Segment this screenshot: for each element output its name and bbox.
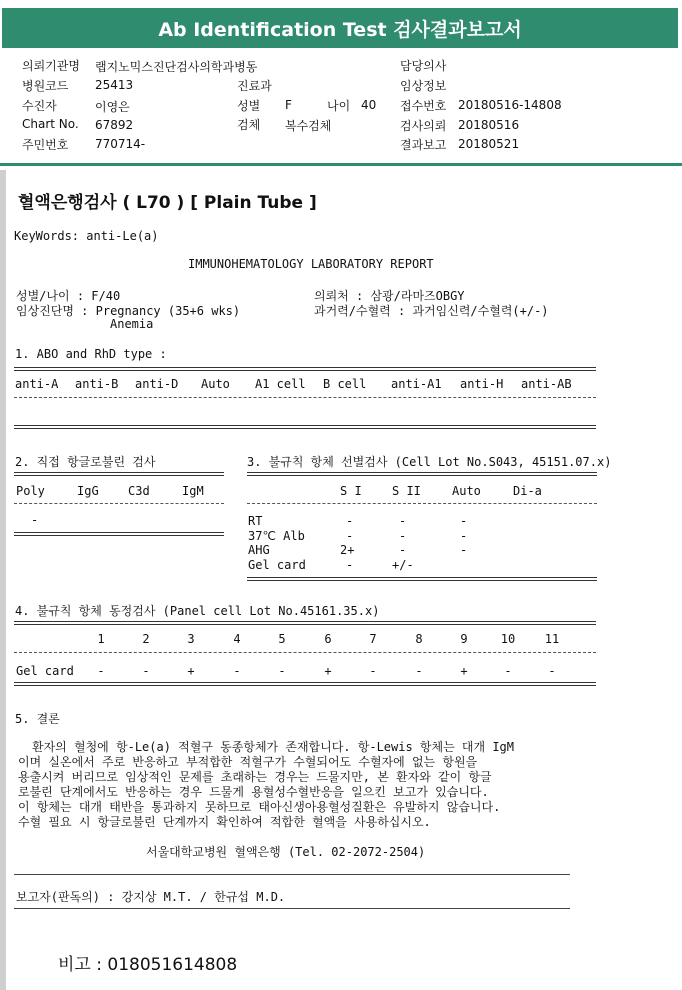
report-heading: 혈액은행검사 ( L70 ) [ Plain Tube ] [18, 193, 317, 213]
panel-cell-result: + [187, 664, 195, 678]
abo-col-anti-a1: anti-A1 [391, 377, 442, 391]
report-date-label: 결과보고 [400, 138, 447, 152]
keywords: KeyWords: anti-Le(a) [14, 229, 159, 243]
panel-cell-result: - [97, 664, 105, 678]
panel-cell-result: - [278, 664, 286, 678]
panel-mid-rule [14, 652, 596, 653]
request-date-label: 검사의뢰 [400, 119, 447, 133]
institution-label: 의뢰기관명 [22, 59, 80, 73]
resident-no-value: 770714- [95, 137, 146, 151]
screen-top-rule [247, 472, 597, 476]
screen-alb-auto: - [460, 529, 468, 543]
screen-phase-gel: Gel card [248, 558, 306, 572]
panel-top-rule [14, 621, 596, 625]
report-title: Ab Identification Test 검사결과보고서 [158, 19, 522, 41]
age-value: 40 [361, 98, 377, 112]
panel-cell-number: 2 [142, 632, 150, 646]
dat-col-poly: Poly [16, 484, 45, 498]
dat-bottom-rule [14, 532, 224, 536]
screen-col-s1: S I [340, 484, 362, 498]
screen-bottom-rule [247, 577, 597, 581]
panel-cell-number: 5 [278, 632, 286, 646]
panel-cell-result: - [369, 664, 377, 678]
panel-cell-result: - [233, 664, 241, 678]
department-label: 진료과 [237, 79, 272, 93]
panel-cell-number: 9 [460, 632, 468, 646]
dat-col-c3d: C3d [128, 484, 150, 498]
clinical-info-label: 임상정보 [400, 79, 447, 93]
panel-cell-number: 6 [324, 632, 332, 646]
patient-label: 수진자 [22, 99, 57, 113]
screen-ahg-s1: 2+ [340, 543, 355, 557]
abo-col-b-cell: B cell [323, 377, 367, 391]
screen-phase-rt: RT [248, 514, 263, 528]
conclusion-line-4: 로불린 단계에서도 반응하는 경우 드물게 용혈성수혈반응을 일으킨 보고가 있습니다. [18, 785, 489, 799]
chart-no-value: 67892 [95, 118, 134, 132]
hospital-code-value: 25413 [95, 78, 134, 92]
abo-col-anti-b: anti-B [75, 377, 119, 391]
panel-cell-number: 8 [415, 632, 423, 646]
panel-cell-result: - [415, 664, 423, 678]
abo-col-anti-h: anti-H [460, 377, 504, 391]
conclusion-title: 5. 결론 [15, 712, 60, 726]
abo-title: 1. ABO and RhD type : [15, 347, 167, 361]
report-date-value: 20180521 [458, 137, 520, 151]
panel-cell-number: 1 [97, 632, 105, 646]
conclusion-line-5: 이 항체는 대개 태반을 통과하지 못하므로 태아신생아용혈성질환은 유발하지 않습니다. [18, 800, 501, 814]
abo-col-anti-a: anti-A [15, 377, 59, 391]
screen-rt-auto: - [460, 514, 468, 528]
conclusion-line-1: 환자의 혈청에 항-Le(a) 적혈구 동종항체가 존재합니다. 항-Lewis 항체는 대개 IgM [32, 740, 515, 754]
abo-col-anti-d: anti-D [135, 377, 179, 391]
doctor-label: 담당의사 [400, 59, 447, 73]
dat-val-poly: - [31, 513, 39, 527]
screen-ahg-auto: - [460, 543, 468, 557]
panel-cell-number: 3 [187, 632, 195, 646]
screen-col-s2: S II [392, 484, 421, 498]
screen-alb-s1: - [346, 529, 354, 543]
request-date-value: 20180516 [458, 118, 520, 132]
panel-cell-result: - [548, 664, 556, 678]
header-divider [0, 163, 682, 166]
reporter-line: 보고자(판독의) : 강지상 M.T. / 한규섭 M.D. [16, 890, 286, 904]
abo-col-auto: Auto [201, 377, 230, 391]
screen-ahg-s2: - [399, 543, 407, 557]
abo-mid-rule [14, 397, 596, 398]
dat-top-rule [14, 472, 224, 476]
panel-cell-result: + [324, 664, 332, 678]
report-title-bar [2, 8, 678, 48]
history-line: 과거력/수혈력 : 과거임신력/수혈력(+/-) [314, 304, 549, 318]
panel-title: 4. 불규칙 항체 동정검사 (Panel cell Lot No.45161.35.x) [15, 604, 380, 618]
panel-cell-number: 10 [500, 632, 516, 646]
abo-col-a1-cell: A1 cell [255, 377, 306, 391]
screen-col-auto: Auto [452, 484, 481, 498]
chart-no-label: Chart No. [22, 117, 79, 131]
requester-line: 의뢰처 : 삼광/라마즈OBGY [314, 289, 465, 303]
screen-gel-s1: - [346, 558, 354, 572]
dat-mid-rule [14, 503, 224, 504]
diagnosis-line: 임상진단명 : Pregnancy (35+6 wks) [16, 304, 241, 318]
conclusion-line-2: 이며 실온에서 주로 반응하고 부적합한 적혈구가 수혈되어도 수혈자에 없는 항원을 [18, 755, 478, 769]
screen-alb-s2: - [399, 529, 407, 543]
dat-col-igm: IgM [182, 484, 204, 498]
dat-title: 2. 직접 항글로불린 검사 [15, 455, 156, 469]
screen-col-dia: Di-a [513, 484, 542, 498]
conclusion-line-6: 수혈 필요 시 항글로불린 단계까지 확인하여 적합한 혈액을 사용하십시오. [18, 815, 431, 829]
abo-top-rule [14, 367, 596, 371]
sex-age-line: 성별/나이 : F/40 [16, 289, 121, 303]
screen-rt-s1: - [346, 514, 354, 528]
institution-value: 랩지노믹스진단검사의학과병동 [95, 60, 258, 74]
panel-cell-number: 11 [544, 632, 560, 646]
hospital-contact: 서울대학교병원 혈액은행 (Tel. 02-2072-2504) [146, 845, 426, 859]
resident-no-label: 주민번호 [22, 138, 69, 152]
panel-cell-result: - [504, 664, 512, 678]
remark: 비고 : 018051614808 [58, 955, 238, 975]
panel-cell-result: + [460, 664, 468, 678]
reporter-bottom-rule [14, 908, 570, 909]
screen-phase-alb: 37℃ Alb [248, 529, 305, 543]
specimen-value: 복수검체 [285, 119, 332, 133]
abo-col-anti-ab: anti-AB [521, 377, 572, 391]
dat-col-igg: IgG [77, 484, 99, 498]
panel-bottom-rule [14, 682, 596, 686]
conclusion-line-3: 용출시켜 버리므로 임상적인 문제를 초래하는 경우는 드물지만, 본 환자와 같이 항글 [18, 770, 492, 784]
hospital-code-label: 병원코드 [22, 79, 69, 93]
panel-cell-number: 7 [369, 632, 377, 646]
abo-bottom-rule [14, 425, 596, 429]
screen-gel-s2: +/- [392, 558, 414, 572]
age-label: 나이 [327, 99, 351, 113]
reporter-top-rule [14, 874, 570, 875]
panel-row-label: Gel card [16, 664, 74, 678]
panel-cell-result: - [142, 664, 150, 678]
accession-label: 접수번호 [400, 99, 447, 113]
screen-phase-ahg: AHG [248, 543, 270, 557]
screen-rt-s2: - [399, 514, 407, 528]
sex-value: F [285, 98, 292, 112]
accession-value: 20180516-14808 [458, 98, 562, 112]
panel-cell-number: 4 [233, 632, 241, 646]
patient-value: 이영은 [95, 100, 130, 114]
screen-title: 3. 불규칙 항체 선별검사 (Cell Lot No.S043, 45151.07.x) [247, 455, 612, 469]
specimen-label: 검체 [237, 118, 261, 132]
screen-mid-rule [247, 503, 597, 504]
lab-title: IMMUNOHEMATOLOGY LABORATORY REPORT [188, 257, 434, 271]
sex-label: 성별 [237, 99, 261, 113]
diagnosis-line-2: Anemia [110, 317, 154, 331]
scan-edge [0, 170, 6, 990]
